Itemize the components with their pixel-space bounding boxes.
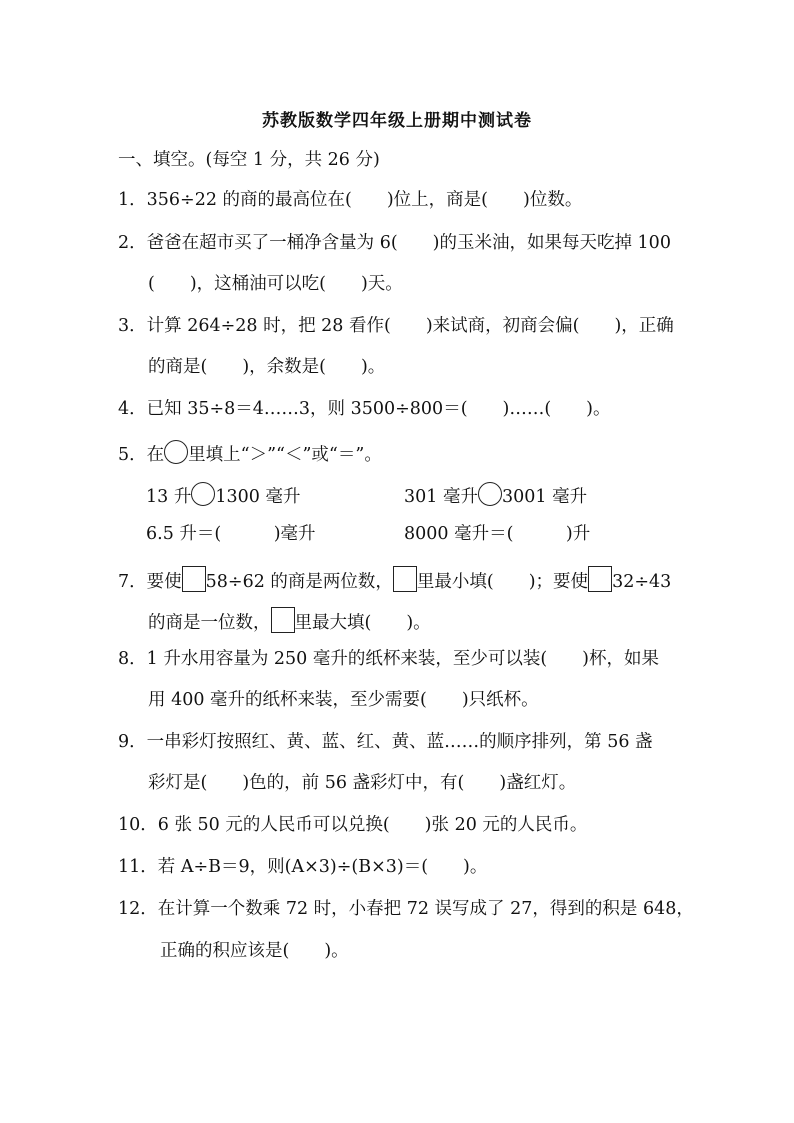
question-4: 4．已知 35÷8＝4……3，则 3500÷800＝( )……( )。 — [118, 399, 611, 419]
q7-part-b: 58÷62 的商是两位数， — [205, 572, 393, 592]
item-a-left: 13 升 — [146, 487, 192, 507]
question-2-line-1: 2．爸爸在超市买了一桶净含量为 6( )的玉米油，如果每天吃掉 100 — [118, 233, 671, 253]
blank-square-icon — [271, 607, 295, 633]
item-b-left: 301 毫升 — [404, 487, 478, 507]
q7-part-a: 7．要使 — [118, 572, 182, 592]
question-9-line-2: 彩灯是( )色的，前 56 盏彩灯中，有( )盏红灯。 — [148, 773, 577, 793]
question-5-item-d: 8000 毫升＝( )升 — [404, 524, 591, 544]
question-5-item-c: 6.5 升＝( )毫升 — [146, 524, 316, 544]
exam-title: 苏教版数学四年级上册期中测试卷 — [262, 111, 532, 131]
question-8-line-2: 用 400 毫升的纸杯来装，至少需要( )只纸杯。 — [148, 690, 539, 710]
question-2-line-2: ( )，这桶油可以吃( )天。 — [148, 274, 403, 294]
question-5-instruction: 里填上“＞”“＜”或“＝”。 — [188, 445, 382, 465]
question-12-line-1: 12．在计算一个数乘 72 时，小春把 72 误写成了 27，得到的积是 648， — [118, 899, 694, 919]
blank-square-icon — [182, 566, 206, 592]
q7-part-e: 的商是一位数， — [148, 613, 271, 633]
question-1: 1．356÷22 的商的最高位在( )位上，商是( )位数。 — [118, 190, 583, 210]
question-9-line-1: 9．一串彩灯按照红、黄、蓝、红、黄、蓝……的顺序排列，第 56 盏 — [118, 732, 653, 752]
question-7-line-2 — [148, 607, 431, 635]
question-11: 11．若 A÷B＝9，则(A×3)÷(B×3)＝( )。 — [118, 857, 488, 877]
compare-circle-icon — [478, 482, 502, 506]
question-5 — [118, 440, 382, 467]
question-5-item-a — [146, 482, 300, 509]
q7-part-c: 里最小填( )；要使 — [416, 572, 589, 592]
question-3-line-2: 的商是( )，余数是( )。 — [148, 357, 386, 377]
question-12-line-2: 正确的积应该是( )。 — [160, 941, 349, 961]
q7-part-d: 32÷43 — [612, 572, 672, 592]
item-a-right: 1300 毫升 — [215, 487, 301, 507]
blank-square-icon — [393, 566, 417, 592]
question-10: 10．6 张 50 元的人民币可以兑换( )张 20 元的人民币。 — [118, 815, 588, 835]
question-8-line-1: 8．1 升水用容量为 250 毫升的纸杯来装，至少可以装( )杯，如果 — [118, 649, 660, 669]
question-3-line-1: 3．计算 264÷28 时，把 28 看作( )来试商，初商会偏( )，正确 — [118, 316, 674, 336]
question-5-item-b — [404, 482, 587, 509]
compare-circle-icon — [164, 440, 188, 464]
section-heading: 一、填空。(每空 1 分，共 26 分) — [118, 150, 380, 170]
compare-circle-icon — [191, 482, 215, 506]
question-5-prefix: 5．在 — [118, 445, 165, 465]
question-7-line-1 — [118, 566, 671, 594]
item-b-right: 3001 毫升 — [501, 487, 588, 507]
blank-square-icon — [588, 566, 612, 592]
q7-part-f: 里最大填( )。 — [294, 613, 431, 633]
